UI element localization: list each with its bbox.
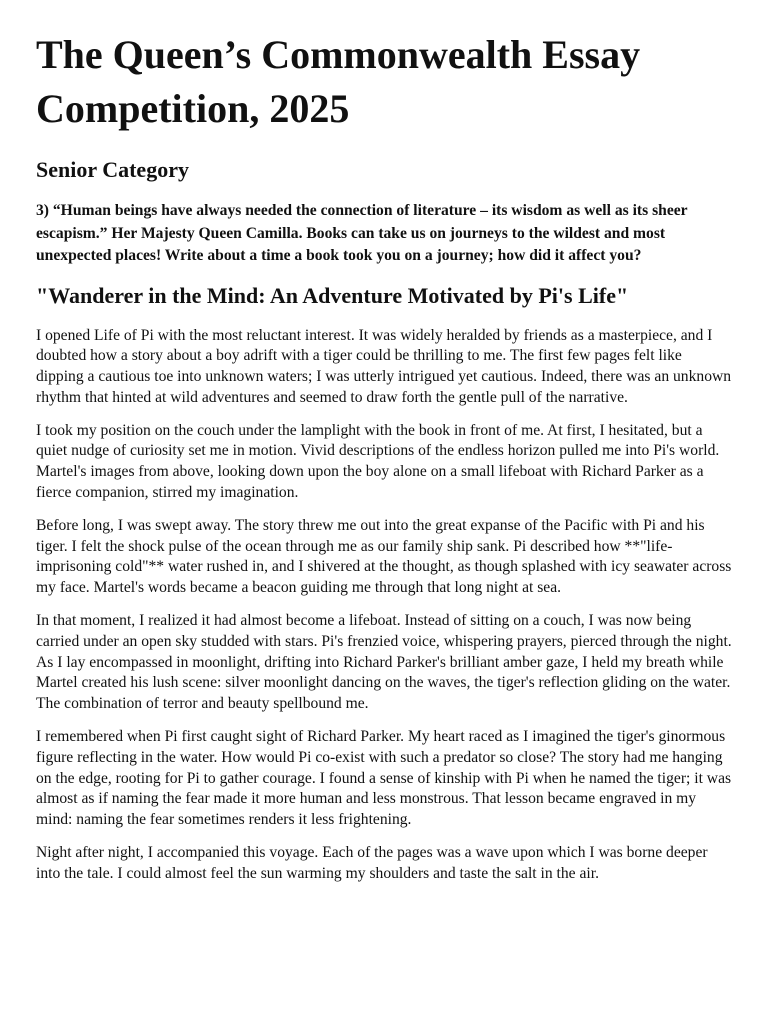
essay-paragraph-5: I remembered when Pi first caught sight of Richard Parker. My heart raced as I imagined the tiger's ginormous figure reflecting in the water. How would Pi co-exist with such a predator so close? The story had me hanging on the edge, rooting for Pi to gather courage. I found a sense of kinship with Pi when he named the tiger; it was almost as if naming the fear made it more human and less monstrous. That lesson became engraved in my mind: naming the fear sometimes renders it less frightening.	[36, 728, 732, 829]
essay-paragraph-1: I opened Life of Pi with the most reluctant interest. It was widely heralded by friends as a masterpiece, and I doubted how a story about a boy adrift with a tiger could be thrilling to me. The first few pages felt like dipping a cautious toe into unknown waters; I was utterly intrigued yet cautious. Indeed, there was an unknown rhythm that hinted at wild adventures and seemed to draw forth the gentle pull of the narrative.	[36, 326, 732, 406]
category-heading: Senior Category	[36, 157, 189, 182]
essay-prompt: 3) “Human beings have always needed the connection of literature – its wisdom as well as its sheer escapism.” Her Majesty Queen Camilla. Books can take us on journeys to the wildest and most unexpected places! Write about a time a book took you on a journey; how did it affect you?	[36, 202, 688, 264]
page-title: The Queen’s Commonwealth Essay Competition, 2025	[36, 32, 641, 131]
essay-paragraph-3: Before long, I was swept away. The story threw me out into the great expanse of the Pacific with Pi and his tiger. I felt the shock pulse of the ocean through me as our family ship sank. Pi described how **"life-imprisoning cold"** water rushed in, and I shivered at the thought, as though splashed with icy seawater across my face. Martel's words became a beacon guiding me through that long night at sea.	[36, 516, 732, 597]
essay-paragraph-4: In that moment, I realized it had almost become a lifeboat. Instead of sitting on a couch, I was now being carried under an open sky studded with stars. Pi's frenzied voice, whispering prayers, pierced through the night. As I lay encompassed in moonlight, drifting into Richard Parker's brilliant amber gaze, I held my breath while Martel created his lush scene: silver moonlight dancing on the waves, the tiger's reflection gliding on the water. The combination of terror and beauty spellbound me.	[36, 612, 732, 713]
essay-title: "Wanderer in the Mind: An Adventure Motivated by Pi's Life"	[36, 282, 629, 308]
essay-paragraph-6: Night after night, I accompanied this voyage. Each of the pages was a wave upon which I was borne deeper into the tale. I could almost feel the sun warming my shoulders and taste the salt in the air.	[36, 844, 708, 882]
essay-paragraph-2: I took my position on the couch under the lamplight with the book in front of me. At first, I hesitated, but a quiet nudge of curiosity set me in motion. Vivid descriptions of the endless horizon pulled me into Pi's world. Martel's images from above, looking down upon the boy alone on a small lifeboat with Richard Parker as a fierce companion, stirred my imagination.	[36, 421, 720, 502]
